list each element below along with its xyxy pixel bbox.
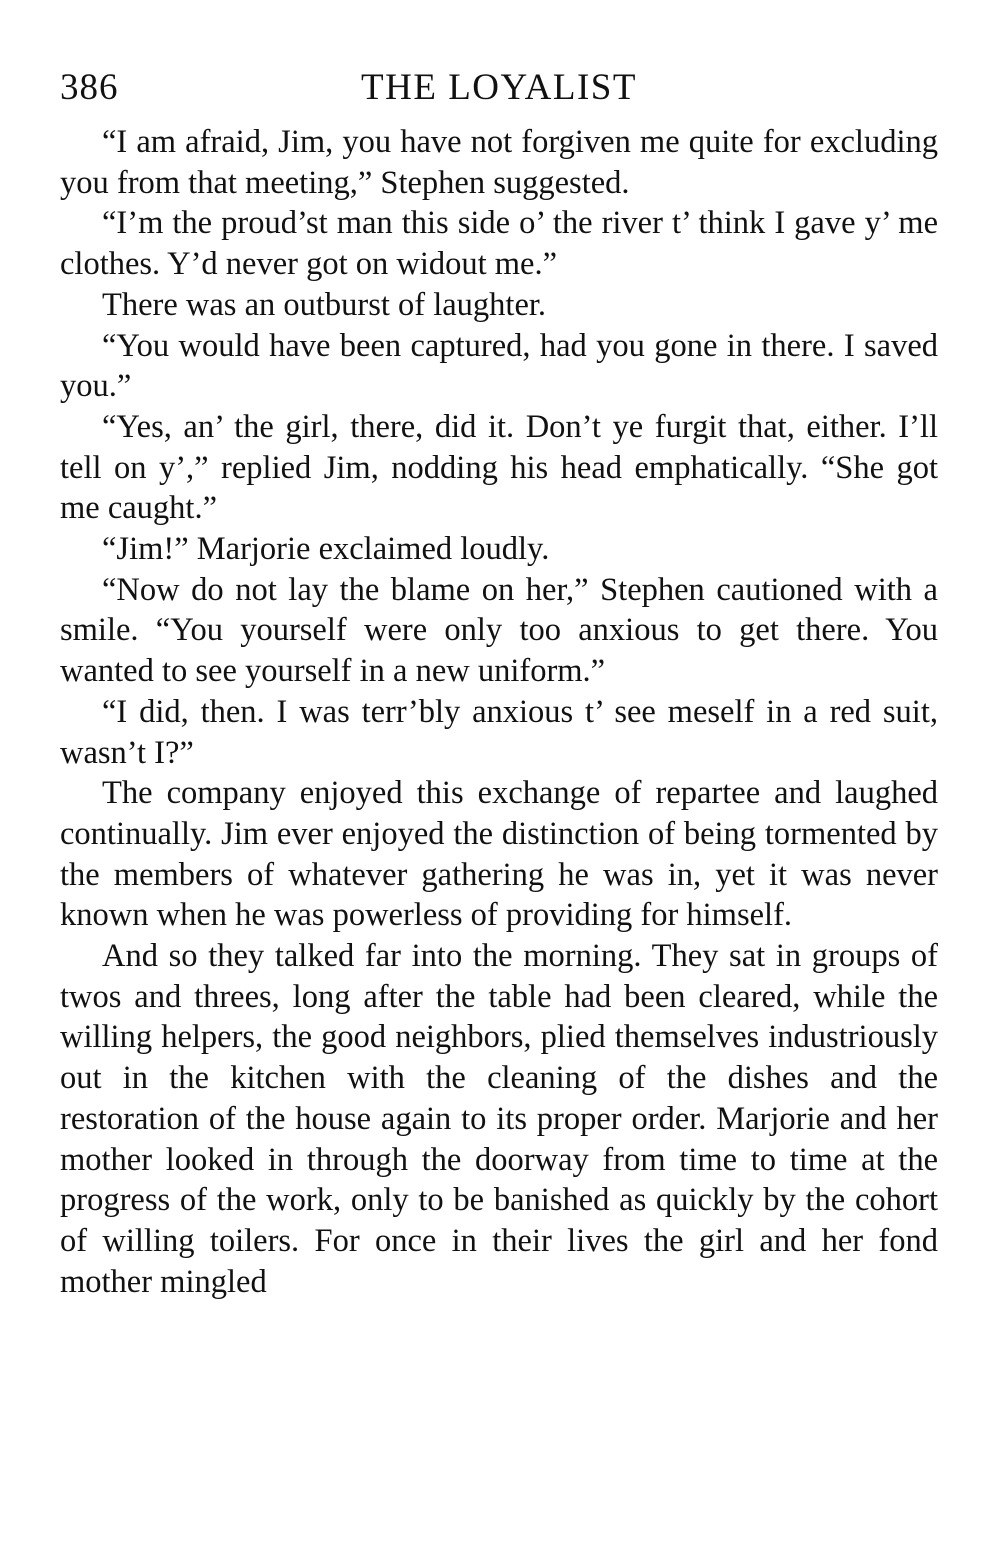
paragraph: The company enjoyed this exchange of repartee and laughed continually. Jim ever enjoyed the distinction of being tormented by the members of whatever gathering he was in, yet it was never known when he was powerless of providing for himself. bbox=[60, 775, 938, 934]
paragraph: There was an outburst of laughter. bbox=[102, 286, 547, 323]
paragraph: “I’m the proud’st man this side o’ the river t’ think I gave y’ me clothes. Y’d never got on widout me.” bbox=[60, 205, 938, 283]
paragraph: “Yes, an’ the girl, there, did it. Don’t ye furgit that, either. I’ll tell on y’,” replied Jim, nodding his head emphatically. “She got me caught.” bbox=[60, 408, 938, 527]
book-title: THE LOYALIST bbox=[361, 67, 637, 108]
page-number: 386 bbox=[60, 67, 119, 108]
paragraph: “Jim!” Marjorie exclaimed loudly. bbox=[102, 531, 550, 568]
paragraph: “You would have been captured, had you gone in there. I saved you.” bbox=[60, 327, 938, 405]
book-page bbox=[60, 62, 938, 1302]
paragraph: “I am afraid, Jim, you have not forgiven me quite for excluding you from that meeting,” Stephen suggested. bbox=[60, 124, 938, 201]
paragraph: And so they talked far into the morning. They sat in groups of twos and threes, long after the table had been cleared, while the willing helpers, the good neighbors, plied themselves industriously out in the kitchen with the cleaning of the dishes and the restoration of the house again to its proper order. Marjorie and her mother looked in through the doorway from time to time at the progress of the work, only to be banished as quickly by the cohort of willing toilers. For once in their lives the girl and her fond mother mingled bbox=[60, 938, 938, 1300]
paragraph: “Now do not lay the blame on her,” Stephen cautioned with a smile. “You yourself were only too anxious to get there. You wanted to see yourself in a new uniform.” bbox=[60, 571, 938, 690]
running-header bbox=[60, 62, 938, 114]
body-text bbox=[60, 122, 938, 1302]
paragraph: “I did, then. I was terr’bly anxious t’ see meself in a red suit, wasn’t I?” bbox=[60, 693, 938, 771]
